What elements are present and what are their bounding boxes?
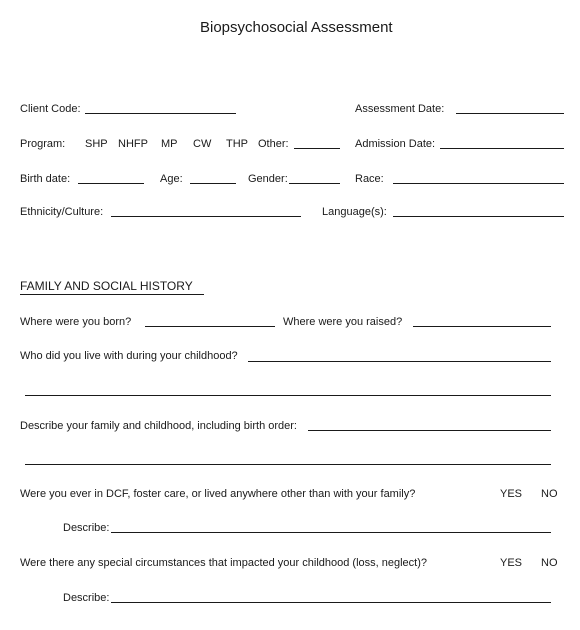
ethnicity-field[interactable] bbox=[111, 216, 301, 217]
language-field[interactable] bbox=[393, 216, 564, 217]
lived-with-label: Who did you live with during your childhood? bbox=[20, 350, 238, 362]
dcf-question: Were you ever in DCF, foster care, or lived anywhere other than with your family? bbox=[20, 488, 416, 500]
describe-family-field-continued[interactable] bbox=[25, 464, 551, 465]
birth-date-label: Birth date: bbox=[20, 173, 71, 185]
age-label: Age: bbox=[160, 173, 183, 185]
dcf-yes-option[interactable]: YES bbox=[500, 488, 523, 500]
assessment-date-field[interactable] bbox=[456, 113, 564, 114]
describe-family-field[interactable] bbox=[308, 430, 551, 431]
dcf-describe-field[interactable] bbox=[111, 532, 551, 533]
gender-label: Gender: bbox=[248, 173, 288, 185]
program-option-nhfp[interactable]: NHFP bbox=[118, 138, 148, 150]
program-option-cw[interactable]: CW bbox=[193, 138, 212, 150]
client-code-field[interactable] bbox=[85, 113, 236, 114]
lived-with-field-continued[interactable] bbox=[25, 395, 551, 396]
program-option-shp[interactable]: SHP bbox=[85, 138, 108, 150]
dcf-describe-label: Describe: bbox=[63, 522, 110, 534]
describe-family-label: Describe your family and childhood, including birth order: bbox=[20, 420, 297, 432]
other-field[interactable] bbox=[294, 148, 340, 149]
raised-field[interactable] bbox=[413, 326, 551, 327]
raised-label: Where were you raised? bbox=[283, 316, 403, 328]
race-label: Race: bbox=[355, 173, 384, 185]
admission-date-label: Admission Date: bbox=[355, 138, 436, 150]
language-label: Language(s): bbox=[322, 206, 387, 218]
assessment-date-label: Assessment Date: bbox=[355, 103, 445, 115]
race-field[interactable] bbox=[393, 183, 564, 184]
section-title-underline bbox=[20, 294, 204, 295]
special-describe-label: Describe: bbox=[63, 592, 110, 604]
special-describe-field[interactable] bbox=[111, 602, 551, 603]
section-title: FAMILY AND SOCIAL HISTORY bbox=[20, 279, 193, 293]
age-field[interactable] bbox=[190, 183, 236, 184]
program-option-mp[interactable]: MP bbox=[161, 138, 178, 150]
birth-date-field[interactable] bbox=[78, 183, 144, 184]
other-label: Other: bbox=[258, 138, 289, 150]
ethnicity-label: Ethnicity/Culture: bbox=[20, 206, 104, 218]
client-code-label: Client Code: bbox=[20, 103, 81, 115]
gender-field[interactable] bbox=[289, 183, 340, 184]
dcf-no-option[interactable]: NO bbox=[541, 488, 558, 500]
special-yes-option[interactable]: YES bbox=[500, 557, 523, 569]
special-circumstances-question: Were there any special circumstances that impacted your childhood (loss, neglect)? bbox=[20, 557, 427, 569]
admission-date-field[interactable] bbox=[440, 148, 564, 149]
program-option-thp[interactable]: THP bbox=[226, 138, 248, 150]
program-label: Program: bbox=[20, 138, 66, 150]
lived-with-field[interactable] bbox=[248, 361, 551, 362]
born-label: Where were you born? bbox=[20, 316, 132, 328]
page-title: Biopsychosocial Assessment bbox=[200, 19, 393, 36]
special-no-option[interactable]: NO bbox=[541, 557, 558, 569]
born-field[interactable] bbox=[145, 326, 275, 327]
